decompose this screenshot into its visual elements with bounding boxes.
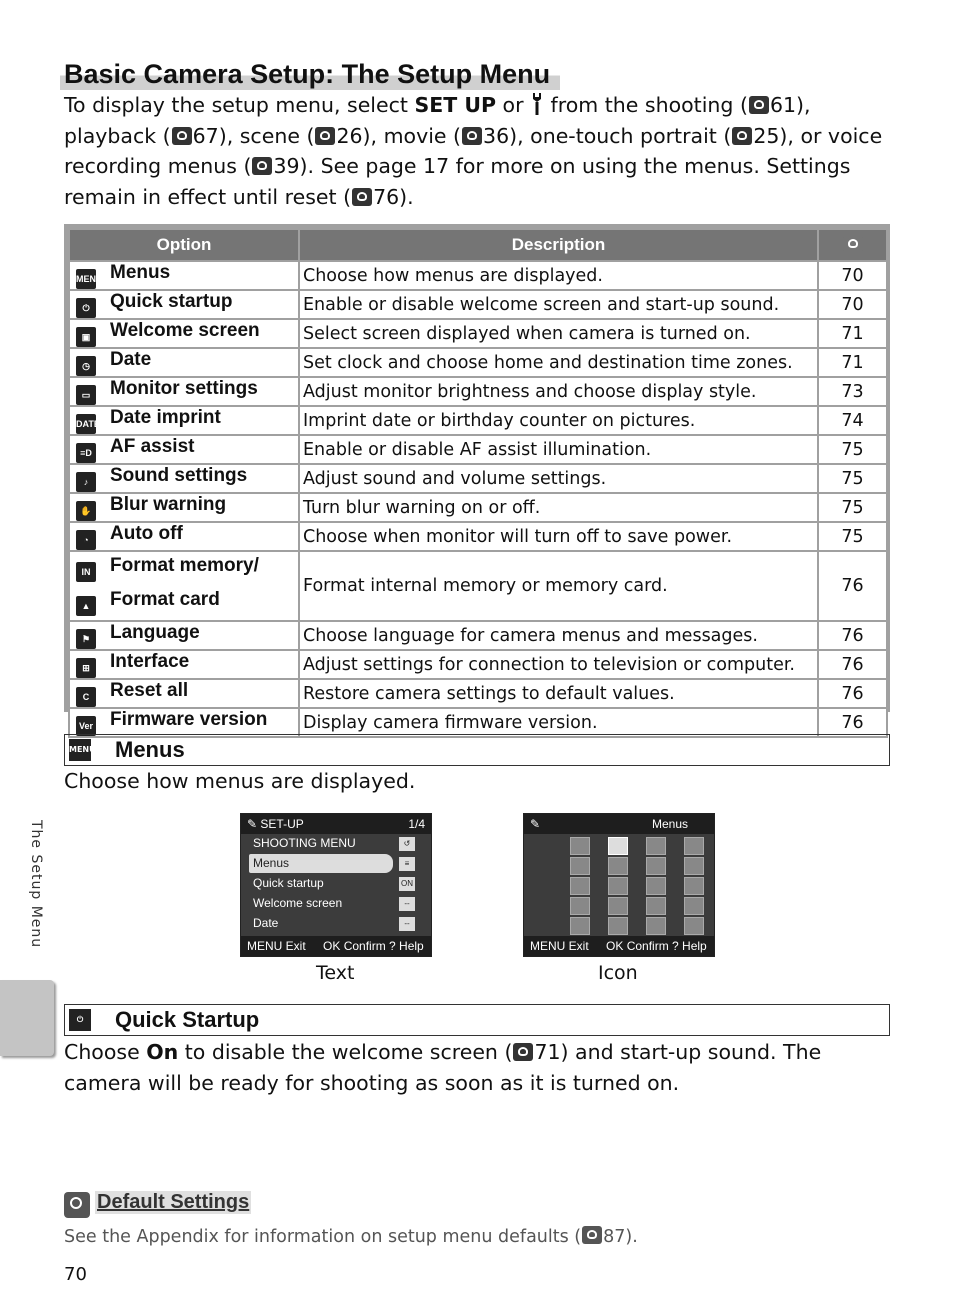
setup-grid-icon [684, 857, 704, 875]
option-icon: ≡D [76, 443, 96, 463]
setup-grid-icon [608, 917, 628, 935]
quick-startup-title: Quick Startup [115, 1007, 260, 1032]
table-row [69, 377, 887, 406]
option-label: Date imprint [110, 407, 221, 428]
description-cell: Choose when monitor will turn off to save power. [299, 522, 818, 551]
setup-grid-icon [570, 897, 590, 915]
option-cell [69, 435, 299, 464]
option-label: Format card [110, 589, 220, 610]
screen-header [241, 814, 431, 834]
option-line [73, 291, 295, 318]
menus-description: Choose how menus are displayed. [64, 769, 416, 793]
side-section-label: The Setup Menu [28, 820, 44, 949]
description-cell: Select screen displayed when camera is turned on. [299, 319, 818, 348]
page-cell: 75 [818, 522, 887, 551]
option-label: Sound settings [110, 465, 248, 486]
table-row [69, 679, 887, 708]
setup-grid-icon [646, 917, 666, 935]
quick-text: to disable the welcome screen ( [178, 1040, 513, 1064]
intro-text: 61), playback ( [64, 93, 811, 148]
wrench-icon: ✎ [530, 817, 541, 831]
option-cell [69, 348, 299, 377]
screen-menu-item: Quick startup [253, 876, 324, 890]
screen-footer-exit: MENU Exit [247, 939, 306, 953]
option-icon: ⚑ [76, 629, 96, 649]
option-icon: C [76, 687, 96, 707]
setup-grid-icon [646, 837, 666, 855]
screen-item-icon: -- [399, 917, 415, 931]
menus-section-title: Menus [115, 737, 185, 762]
page-title: Basic Camera Setup: The Setup Menu [60, 58, 560, 90]
screen-footer-confirm: OK Confirm ? Help [606, 939, 707, 953]
option-label: Language [110, 622, 200, 643]
option-label: Firmware version [110, 709, 268, 730]
note-title: Default Settings [97, 1191, 250, 1213]
setup-grid-icon [608, 837, 628, 855]
option-cell [69, 319, 299, 348]
page-ref-icon [843, 235, 863, 253]
table-row [69, 319, 887, 348]
description-cell: Display camera firmware version. [299, 708, 818, 737]
option-icon: MENU [76, 269, 96, 289]
option-line [73, 523, 295, 550]
option-label: Auto off [110, 523, 183, 544]
table-row [69, 621, 887, 650]
page-ref-icon [732, 127, 752, 145]
option-label: Format memory/ [110, 555, 259, 576]
option-cell [69, 708, 299, 737]
intro-text: from the shooting ( [544, 93, 748, 117]
screen-header-title: Menus [651, 817, 688, 831]
intro-text: To display the setup menu, select [64, 93, 415, 117]
note-text [64, 1226, 638, 1247]
quick-text: Choose [64, 1040, 147, 1064]
option-icon: ▲ [76, 596, 96, 616]
on-keyword: On [146, 1040, 179, 1064]
option-line [73, 320, 295, 347]
page-cell: 75 [818, 435, 887, 464]
page-ref-icon [315, 127, 335, 145]
option-cell [69, 522, 299, 551]
option-cell [69, 377, 299, 406]
column-header-page [818, 229, 887, 261]
option-cell [69, 261, 299, 290]
option-icon: ▭ [76, 385, 96, 405]
screen-header [524, 814, 714, 834]
page-ref-icon [513, 1043, 533, 1061]
option-line [73, 651, 295, 678]
table-row [69, 708, 887, 737]
screen-menu-item: Date [253, 916, 279, 930]
screen-item-icon: ON [399, 877, 415, 891]
option-line [73, 680, 295, 707]
setup-keyword: SET UP [414, 93, 497, 117]
option-icon: ◷ [76, 356, 96, 376]
page-cell: 76 [818, 551, 887, 621]
description-cell: Format internal memory or memory card. [299, 551, 818, 621]
option-cell [69, 406, 299, 435]
description-cell: Adjust sound and volume settings. [299, 464, 818, 493]
description-cell: Restore camera settings to default values. [299, 679, 818, 708]
quick-text: 71) and start-up sound. The camera will be ready for shooting as soon as it is turned on. [64, 1040, 822, 1095]
page-cell: 71 [818, 348, 887, 377]
description-cell: Turn blur warning on or off. [299, 493, 818, 522]
table-row [69, 261, 887, 290]
description-cell: Adjust settings for connection to television or computer. [299, 650, 818, 679]
setup-grid-icon [570, 877, 590, 895]
screen-page-indicator: 1/4 [408, 817, 425, 831]
option-line [73, 407, 295, 434]
option-cell [69, 621, 299, 650]
description-cell: Set clock and choose home and destination time zones. [299, 348, 818, 377]
option-line [73, 465, 295, 492]
column-header-description: Description [299, 229, 818, 261]
intro-text: 36), one-touch portrait ( [483, 123, 732, 148]
option-label: Quick startup [110, 291, 233, 312]
menus-section-header [64, 734, 890, 766]
page-cell: 75 [818, 493, 887, 522]
page-cell: 70 [818, 290, 887, 319]
option-icon: ♪ [76, 472, 96, 492]
option-icon: DATE [76, 414, 96, 434]
page-ref-icon [352, 188, 372, 206]
screen-header-title: SET-UP [260, 817, 304, 831]
page-cell: 76 [818, 708, 887, 737]
screen-item-icon: ≡ [399, 857, 415, 871]
side-thumb-tab [0, 980, 54, 1056]
intro-text: or [496, 93, 531, 117]
page-ref-icon [749, 96, 769, 114]
option-icon: IN [76, 562, 96, 582]
option-cell [69, 290, 299, 319]
setup-grid-icon [684, 877, 704, 895]
page-cell: 70 [818, 261, 887, 290]
description-cell: Choose language for camera menus and messages. [299, 621, 818, 650]
table-row [69, 435, 887, 464]
menus-text-screen [240, 813, 432, 957]
table-header-row [69, 229, 887, 261]
intro-text: 26), movie ( [336, 123, 462, 148]
power-icon: ⏻ [69, 1009, 91, 1031]
option-line [73, 622, 295, 649]
option-cell [69, 679, 299, 708]
page-cell: 75 [818, 464, 887, 493]
table-row [69, 348, 887, 377]
page-cell: 73 [818, 377, 887, 406]
option-icon: ✋ [76, 501, 96, 521]
menu-icon: MENU [69, 739, 91, 761]
page-ref-icon [462, 127, 482, 145]
caption-text: Text [316, 962, 355, 984]
option-label: Reset all [110, 680, 189, 701]
table-row [69, 522, 887, 551]
option-label: Blur warning [110, 494, 227, 515]
option-cell [69, 551, 299, 621]
screen-footer [524, 936, 714, 956]
option-cell [69, 650, 299, 679]
screen-item-icon: -- [399, 897, 415, 911]
intro-text: 25), or voice recording menus ( [64, 123, 883, 178]
option-label: Welcome screen [110, 320, 260, 341]
option-label: Monitor settings [110, 378, 258, 399]
page-cell: 71 [818, 319, 887, 348]
option-line [73, 709, 295, 736]
option-label: Date [110, 349, 152, 370]
page-number: 70 [64, 1264, 87, 1285]
screen-footer-confirm: OK Confirm ? Help [323, 939, 424, 953]
quick-startup-section-header [64, 1004, 890, 1036]
setup-grid-icon [608, 897, 628, 915]
page-ref-icon [252, 157, 272, 175]
screen-footer [241, 936, 431, 956]
option-line [73, 586, 295, 620]
option-icon: ◔ [76, 530, 96, 550]
setup-grid-icon [684, 897, 704, 915]
table-row [69, 406, 887, 435]
note-text-part: 87). [603, 1227, 638, 1247]
setup-grid-icon [646, 857, 666, 875]
intro-paragraph [64, 90, 894, 212]
setup-grid-icon [570, 857, 590, 875]
screen-footer-exit: MENU Exit [530, 939, 589, 953]
option-label: AF assist [110, 436, 195, 457]
option-icon: Ver [76, 716, 96, 736]
table-row [69, 551, 887, 621]
setup-grid-icon [608, 877, 628, 895]
page-cell: 76 [818, 679, 887, 708]
intro-text: 67), scene ( [192, 123, 315, 148]
description-cell: Choose how menus are displayed. [299, 261, 818, 290]
option-line [73, 378, 295, 405]
page-cell: 76 [818, 621, 887, 650]
setup-grid-icon [646, 897, 666, 915]
page-ref-icon [172, 127, 192, 145]
option-line [73, 262, 295, 289]
option-cell [69, 493, 299, 522]
option-line [73, 349, 295, 376]
option-icon: ▣ [76, 327, 96, 347]
description-cell: Adjust monitor brightness and choose display style. [299, 377, 818, 406]
description-cell: Enable or disable welcome screen and start-up sound. [299, 290, 818, 319]
intro-text: 39). See page 17 for more on using the menus. Settings remain in effect until reset ( [64, 154, 851, 209]
note-icon [64, 1192, 90, 1218]
option-icon: ⊞ [76, 658, 96, 678]
setup-options-table [64, 224, 890, 733]
screen-menu-item-selected: Menus [249, 854, 393, 873]
setup-grid-icon [608, 857, 628, 875]
caption-icon: Icon [598, 962, 638, 984]
screen-menu-item: Welcome screen [253, 896, 343, 910]
intro-text: 76). [373, 184, 414, 209]
option-label: Menus [110, 262, 171, 283]
option-icon: ⏻ [76, 298, 96, 318]
page-cell: 76 [818, 650, 887, 679]
description-cell: Imprint date or birthday counter on pictures. [299, 406, 818, 435]
option-cell [69, 464, 299, 493]
setup-grid-icon [646, 877, 666, 895]
quick-startup-description [64, 1037, 894, 1098]
setup-grid-icon [684, 837, 704, 855]
screen-item-icon: ↺ [399, 837, 415, 851]
option-line [73, 494, 295, 521]
page-cell: 74 [818, 406, 887, 435]
table-row [69, 650, 887, 679]
option-line [73, 436, 295, 463]
wrench-icon [530, 92, 544, 116]
note-text-part: See the Appendix for information on setup menu defaults ( [64, 1227, 582, 1247]
wrench-icon: ✎ [247, 817, 258, 831]
option-label: Interface [110, 651, 190, 672]
table-row [69, 493, 887, 522]
table-row [69, 464, 887, 493]
setup-grid-icon [570, 917, 590, 935]
option-line [73, 552, 295, 586]
setup-grid-icon [570, 837, 590, 855]
menus-icon-screen [523, 813, 715, 957]
description-cell: Enable or disable AF assist illumination. [299, 435, 818, 464]
page-ref-icon [582, 1226, 602, 1244]
table-row [69, 290, 887, 319]
screen-menu-item: SHOOTING MENU [253, 836, 356, 850]
column-header-option: Option [69, 229, 299, 261]
setup-grid-icon [684, 917, 704, 935]
